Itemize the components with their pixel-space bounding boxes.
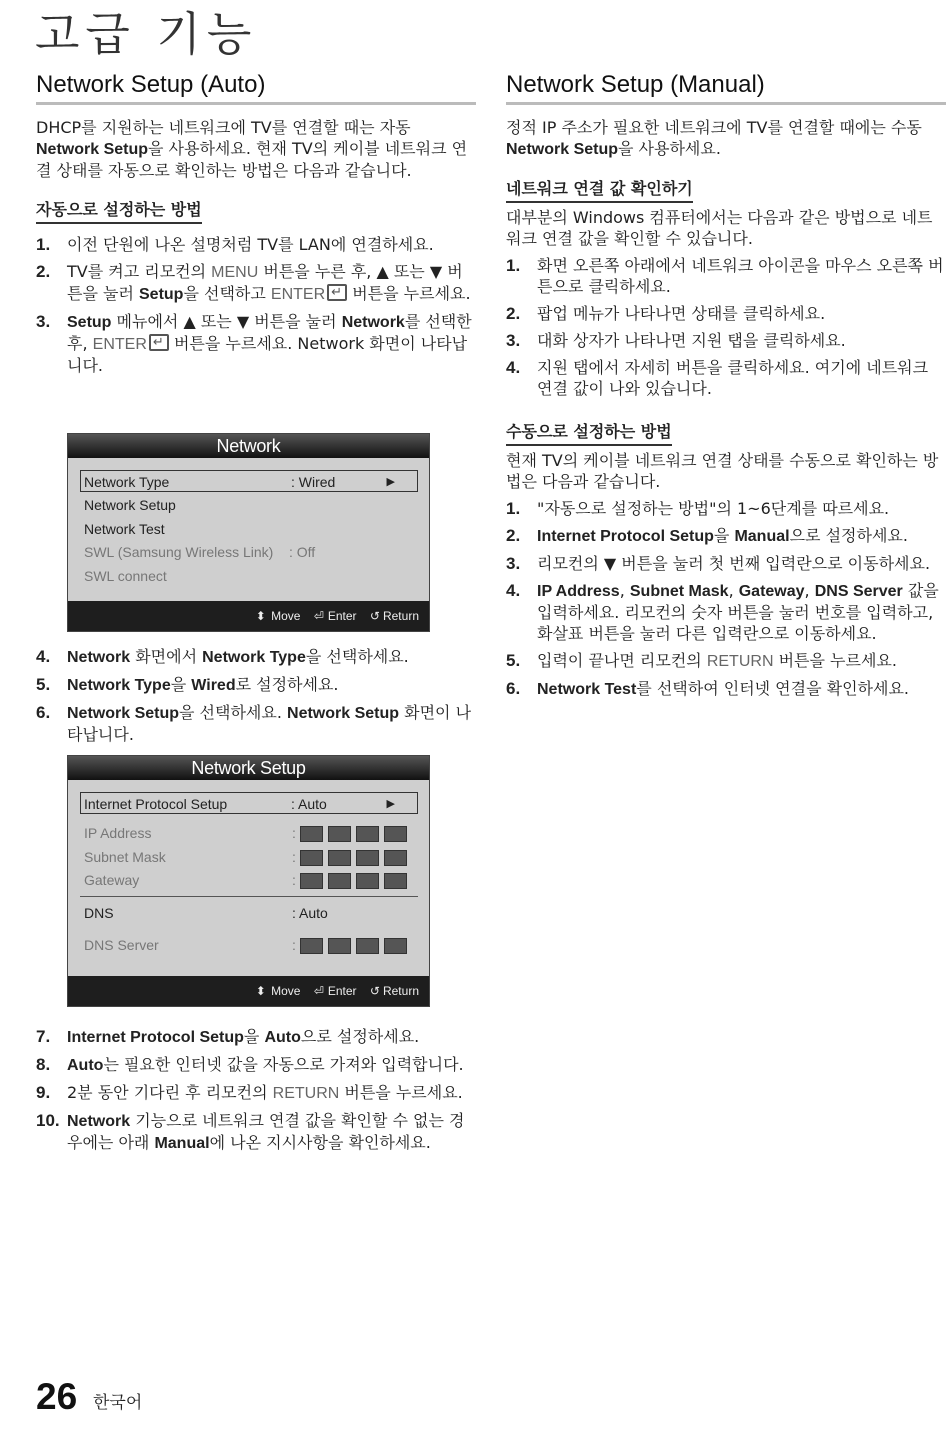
menu-network-type: Network Type : Wired ▶	[80, 470, 418, 492]
step-1: 1. 이전 단원에 나온 설명처럼 TV를 LAN에 연결하세요.	[36, 235, 434, 254]
osd-footer: ⬍ Move ⏎ Enter ↺ Return	[68, 976, 429, 1006]
intro-manual: 정적 IP 주소가 필요한 네트워크에 TV를 연결할 때에는 수동 Network Setup을 사용하세요.	[506, 118, 922, 158]
para-check-values: 대부분의 Windows 컴퓨터에서는 다음과 같은 방법으로 네트워크 연결 값을 확인할 수 있습니다.	[506, 208, 933, 248]
manual-step-3: 3. 리모컨의 ▼ 버튼을 눌러 첫 번째 입력란으로 이동하세요.	[506, 554, 931, 573]
osd-footer: ⬍ Move ⏎ Enter ↺ Return	[68, 601, 429, 631]
steps-4-6	[36, 640, 476, 745]
steps-7-10	[36, 1020, 476, 1154]
step-8: 8. Auto는 필요한 인터넷 값을 자동으로 가져와 입력합니다.	[36, 1055, 464, 1074]
menu-network-test: Network Test	[84, 521, 165, 537]
step-6: 6. Network Setup을 선택하세요. Network Setup 화면이 나타납니다.	[36, 703, 472, 744]
step-4: 4. Network 화면에서 Network Type을 선택하세요.	[36, 647, 409, 666]
heading-check-values: 네트워크 연결 값 확인하기	[506, 178, 693, 203]
menu-network-setup: Network Setup	[84, 497, 176, 513]
section-title-manual: Network Setup (Manual)	[506, 70, 946, 105]
move-icon: ⬍	[255, 984, 266, 998]
return-icon: ↺	[369, 609, 380, 623]
osd-title: Network Setup	[68, 756, 429, 780]
left-column	[36, 70, 476, 376]
menu-swl: SWL (Samsung Wireless Link) : Off	[84, 544, 316, 560]
para-manual-method: 현재 TV의 케이블 네트워크 연결 상태를 수동으로 확인하는 방법은 다음과 같습니다.	[506, 451, 939, 491]
section-title-auto: Network Setup (Auto)	[36, 70, 476, 105]
field-dns-server: DNS Server :	[84, 934, 422, 956]
field-gateway: Gateway :	[84, 869, 422, 891]
manual-step-1: 1. "자동으로 설정하는 방법"의 1~6단계를 따르세요.	[506, 499, 890, 518]
check-step-4: 4. 지원 탭에서 자세히 버튼을 클릭하세요. 여기에 네트워크 연결 값이 나와 있습니다.	[506, 358, 929, 398]
step-3: 3. Setup 메뉴에서 ▲ 또는 ▼ 버튼을 눌러 Network를 선택한 후, ENTER↵ 버튼을 누르세요. Network 화면이 나타납니다.	[36, 311, 476, 376]
menu-ip-setup: Internet Protocol Setup : Auto ▶	[80, 792, 418, 814]
check-step-1: 1. 화면 오른쪽 아래에서 네트워크 아이콘을 마우스 오른쪽 버튼으로 클릭하세요.	[506, 256, 944, 296]
manual-step-5: 5. 입력이 끝나면 리모컨의 RETURN 버튼을 누르세요.	[506, 651, 897, 670]
step-7: 7. Internet Protocol Setup을 Auto으로 설정하세요.	[36, 1027, 420, 1046]
osd-title: Network	[68, 434, 429, 458]
network-setup-screen	[67, 755, 430, 1007]
field-ip-address: IP Address :	[84, 822, 422, 844]
check-step-3: 3. 대화 상자가 나타나면 지원 탭을 클릭하세요.	[506, 331, 846, 350]
manual-step-6: 6. Network Test를 선택하여 인터넷 연결을 확인하세요.	[506, 679, 910, 698]
menu-dns: DNS : Auto	[84, 905, 328, 921]
right-column	[506, 70, 946, 700]
field-subnet-mask: Subnet Mask :	[84, 846, 422, 868]
language-label: 한국어	[93, 1393, 143, 1413]
intro-auto: DHCP를 지원하는 네트워크에 TV를 연결할 때는 자동 Network Setup을 사용하세요. 현재 TV의 케이블 네트워크 연결 상태를 자동으로 확인하는 방법은 다음과 같습니다.	[36, 118, 468, 180]
enter-icon	[327, 284, 347, 301]
chapter-title: 고급 기능	[35, 7, 258, 61]
menu-swl-connect: SWL connect	[84, 568, 167, 584]
move-icon: ⬍	[255, 609, 266, 623]
manual-step-2: 2. Internet Protocol Setup을 Manual으로 설정하세요.	[506, 526, 908, 545]
divider	[80, 896, 418, 897]
heading-manual-method: 수동으로 설정하는 방법	[506, 421, 672, 446]
enter-icon	[149, 334, 169, 351]
manual-step-4: 4. IP Address, Subnet Mask, Gateway, DNS Server 값을 입력하세요. 리모컨의 숫자 버튼을 눌러 번호를 입력하고, 화살표 버튼을 눌러 다른 입력란으로 이동하세요.	[506, 581, 939, 643]
step-2: 2. TV를 켜고 리모컨의 MENU 버튼을 누른 후, ▲ 또는 ▼ 버튼을 눌러 Setup을 선택하고 ENTER↵ 버튼을 누르세요.	[36, 261, 476, 305]
step-9: 9. 2분 동안 기다린 후 리모컨의 RETURN 버튼을 누르세요.	[36, 1083, 463, 1102]
enter-key-icon: ⏎	[313, 609, 324, 623]
enter-key-icon: ⏎	[313, 984, 324, 998]
network-menu-screen	[67, 433, 430, 632]
step-10: 10. Network 기능으로 네트워크 연결 값을 확인할 수 없는 경우에는 아래 Manual에 나온 지시사항을 확인하세요.	[36, 1111, 465, 1152]
return-icon: ↺	[369, 984, 380, 998]
step-5: 5. Network Type을 Wired로 설정하세요.	[36, 675, 339, 694]
page-number: 26	[36, 1376, 78, 1417]
heading-auto-method: 자동으로 설정하는 방법	[36, 199, 202, 224]
check-step-2: 2. 팝업 메뉴가 나타나면 상태를 클릭하세요.	[506, 304, 826, 323]
